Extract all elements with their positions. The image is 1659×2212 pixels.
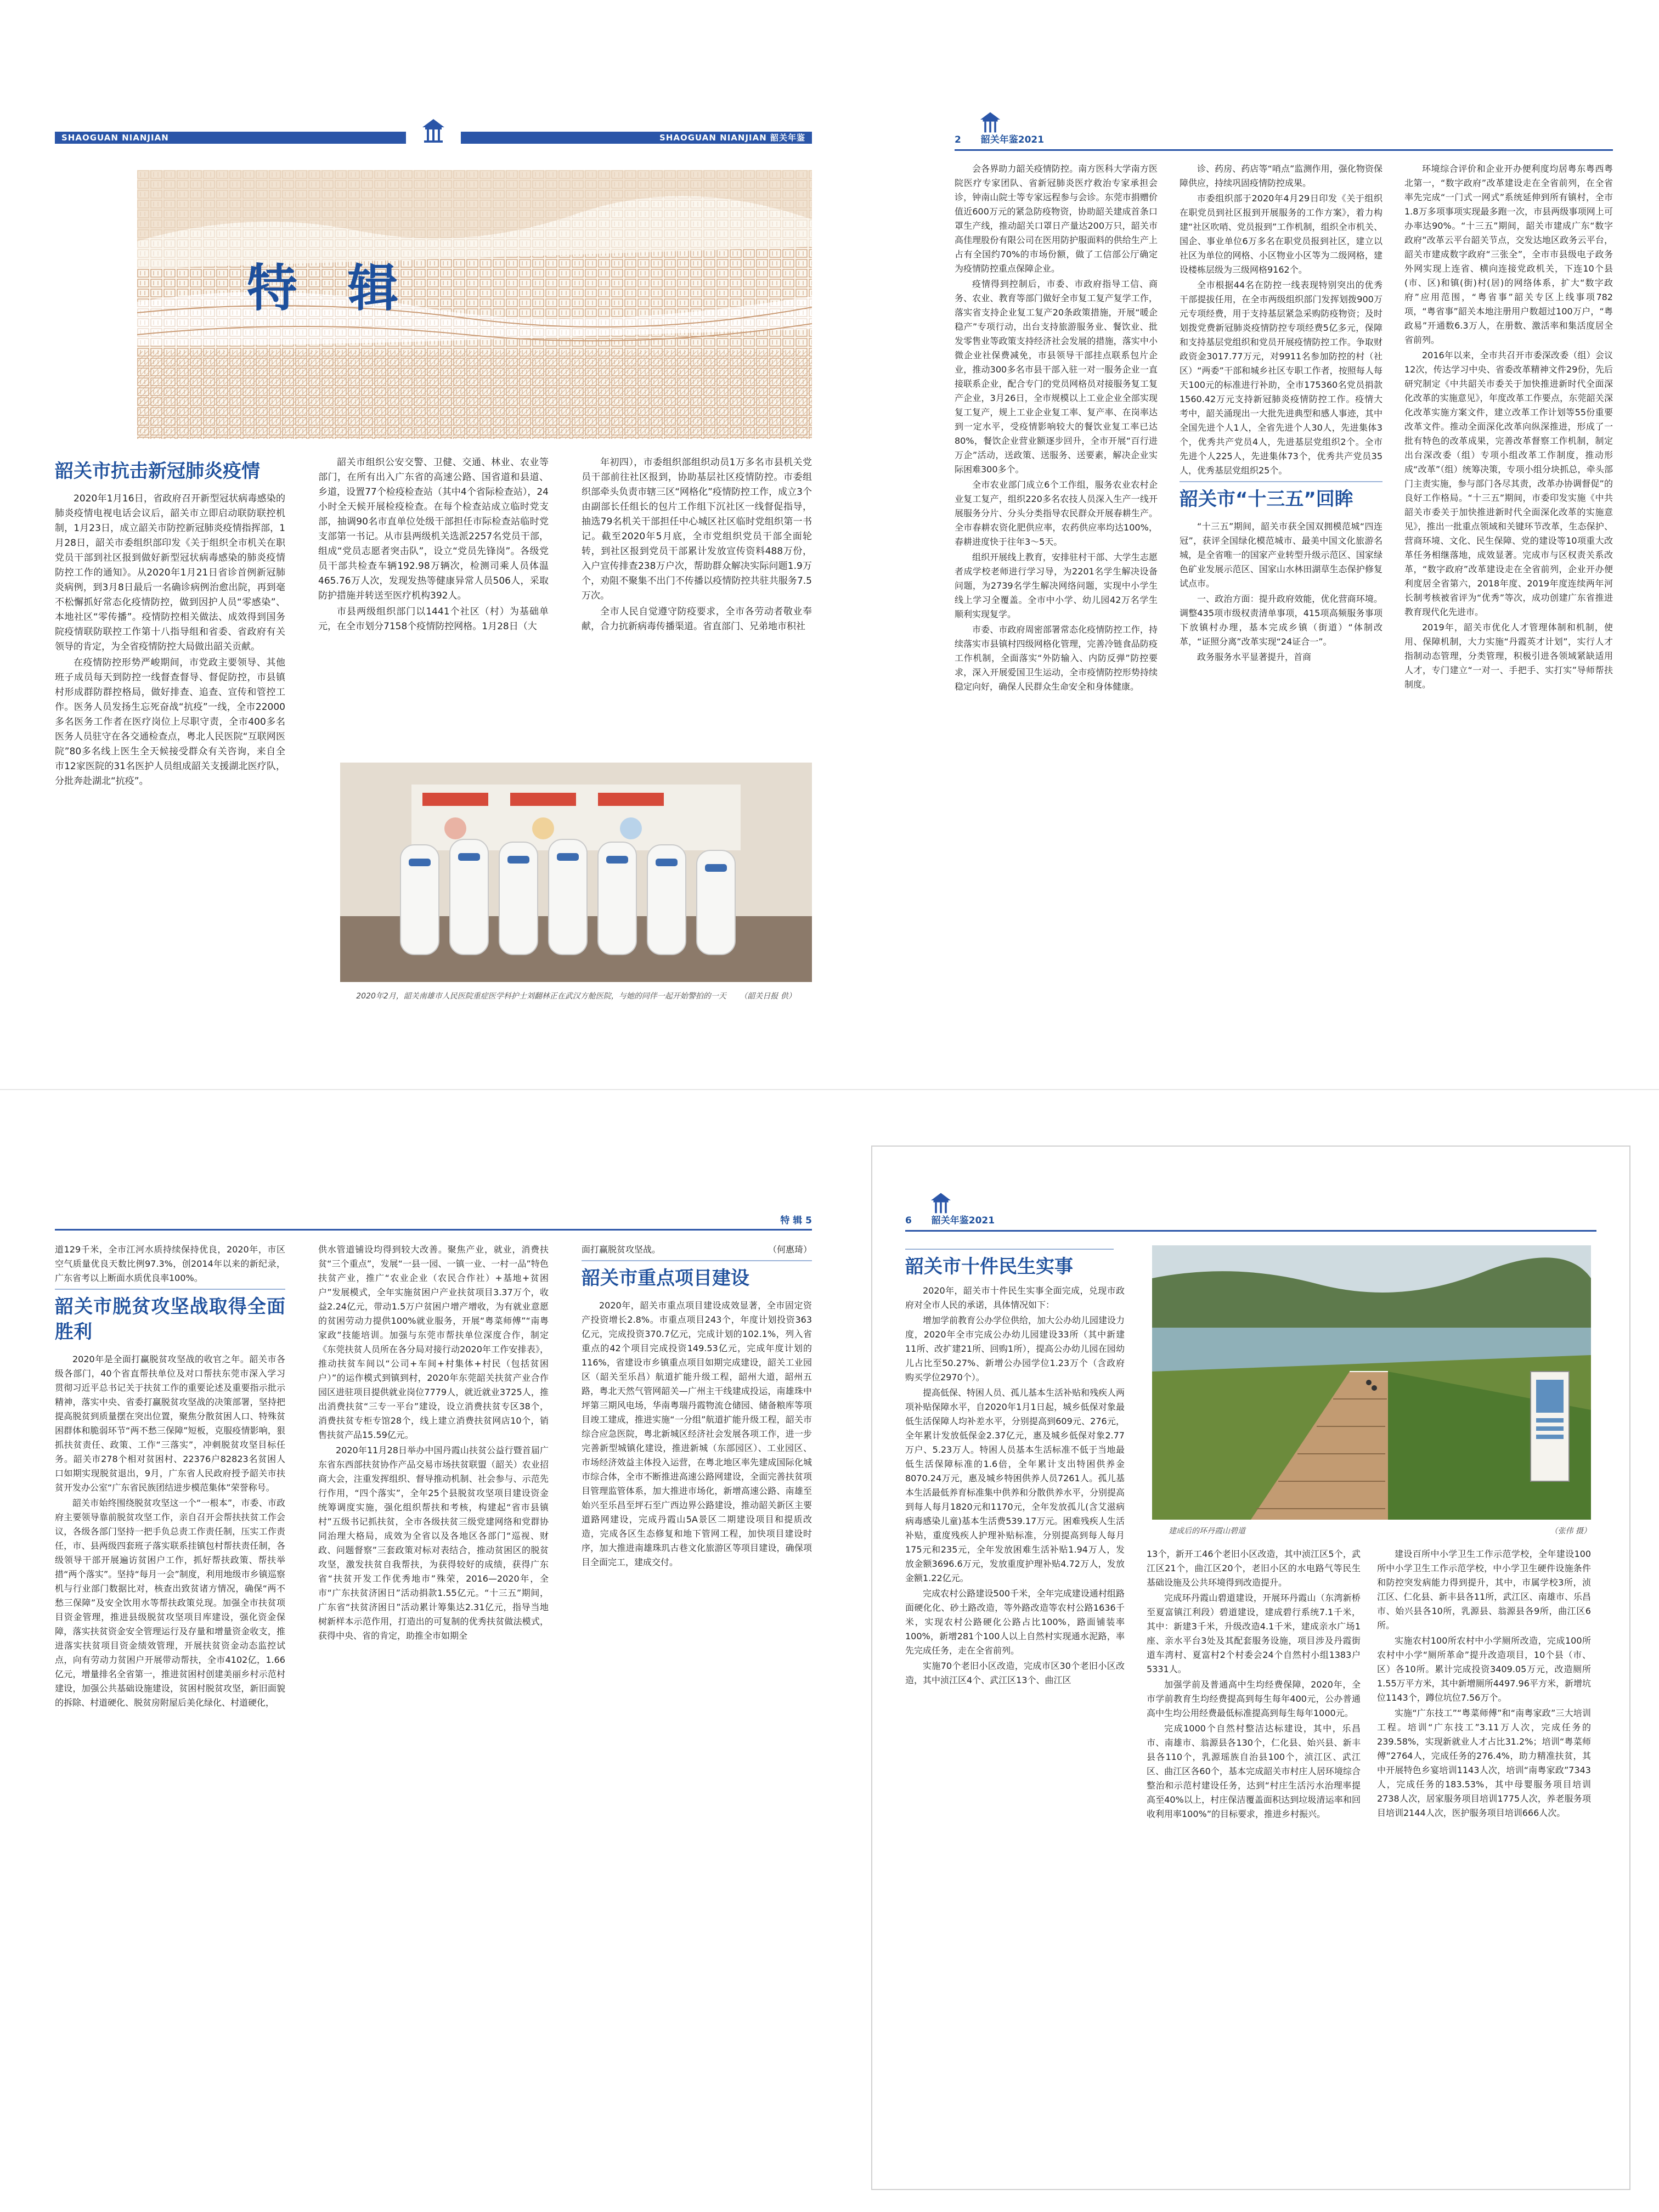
city-sketch-illustration — [137, 170, 812, 439]
paragraph: 完成农村公路建设500千米，全年完成建设通村组路面硬化化、砂土路改造，等外路改造等农村公路1636千米，实现农村公路硬化公路占比100%，路面铺装率100%，新增281个100人以上自然村实现通水泥路，率先完成任务，走在全省前列。 — [905, 1588, 1125, 1656]
p1-column-2 — [318, 455, 549, 635]
article-title-key-projects: 韶关市重点项目建设 — [582, 1260, 812, 1291]
article-title-13th-five-year: 韶关市“十三五”回眸 — [1180, 481, 1383, 512]
book-title: 韶关年鉴2021 — [980, 134, 1045, 145]
page-number-value: 2 — [955, 134, 961, 145]
paragraph: 市委、市政府周密部署常态化疫情防控工作，持续落实市县镇村四级网格化管理，完善冷链食品防疫工作机制，全面落实“外防输入、内防反弹”防控要求，深入开展爱国卫生运动，全市疫情防控形势持续稳定向好，确保人民群众生命安全和身体健康。 — [955, 624, 1158, 692]
caption-credit: （韶关日报 供） — [740, 992, 796, 1001]
paragraph: 道129千米，全市江河水质持续保持优良，2020年，市区空气质量优良天数比例97.3%，创2014年以来的新纪录，广东省考以上断面水质优良率100%。 — [55, 1244, 285, 1283]
banner-title: 特 辑 — [247, 258, 415, 318]
header-left-label: SHAOGUAN NIANJIAN — [61, 133, 169, 143]
p1-column-1 — [55, 455, 285, 790]
page-1 — [55, 110, 812, 1042]
page-4 — [872, 1147, 1629, 2189]
header-right-label: SHAOGUAN NIANJIAN 韶关年鉴 — [659, 133, 805, 143]
paragraph: 全市农业部门成立6个工作组，服务农业农村企业复工复产，组织220多名农技人员深入生产一线开展服务分片、分头分类指导农民群众开展春耕生产。全市春耕农资化肥供应率，农药供应率均达100%，春耕进度快于往年3～5天。 — [955, 479, 1158, 547]
header-rule — [955, 149, 1613, 151]
page-number-label: 特 辑 5 — [780, 1215, 812, 1226]
photo-caption — [1152, 1525, 1591, 1537]
paragraph: 会各界助力韶关疫情防控。南方医科大学南方医院医疗专家团队、省新冠肺炎医疗救治专家承担会诊，钟南山院士等专家远程参与会诊。东莞市捐赠价值近600万元的紧急防疫物资，协助韶关建成首条口罩生产线，推动韶关口罩日产量达200万只，韶关市高佳理股份有限公司在医用防护服面料的供给生产上占有全国约70%的市场份额，做了工信部公厅确定为疫情防控重点保障企业。 — [955, 163, 1158, 274]
p1-column-3 — [582, 455, 812, 635]
pavilion-logo-icon — [420, 116, 447, 144]
page-number-value: 6 — [905, 1215, 912, 1226]
pavilion-logo-icon — [927, 1190, 955, 1215]
paragraph — [582, 1243, 812, 1257]
special-banner — [137, 170, 812, 439]
paragraph: “十三五”期间，韶关市获全国双拥模范城“四连冠”，获评全国绿化模范城市、最美中国文化旅游名城，是全省唯一的国家产业转型升级示范区、国家绿色矿业发展示范区、国家山水林田湖草生态保护修复试点市。 — [1180, 521, 1383, 589]
paragraph: 一、政治方面：提升政府效能，优化营商环境。调整435项市级权责清单事项，415项高频服务事项下放镇村办理，基本完成乡镇（街道）“体制改革，“证照分离”改革实现“24证合一”。 — [1180, 594, 1383, 647]
p2-column-2 — [1180, 162, 1383, 665]
paragraph: 组织开展线上教育，安排驻村干部、大学生志愿者成学校老师进行学习导，为2201名学生解决设备问题，为2739名学生解决网络问题，实现中小学生线上学习全覆盖。全市中小学、幼儿园42万名学生顺利实现复学。 — [955, 552, 1158, 619]
paragraph: 增加学前教育公办学位供给，加大公办幼儿园建设力度，2020年全市完成公办幼儿园建设33所（其中新建11所、改扩建21所、回购1所），提高公办幼儿园在园幼儿占比至50.27%、新增公办园学位1.23万个（含政府购买学位2970个）。 — [905, 1315, 1125, 1383]
row-divider — [0, 1089, 1659, 1090]
medical-staff-photo — [340, 763, 812, 982]
paragraph: 加强学前及普通高中生均经费保障，2020年，全市学前教育生均经费提高到每生每年400元，公办普通高中生均公用经费最低标准提高到每生每年1000元。 — [1147, 1679, 1361, 1718]
article-title-livelihood: 韶关市十件民生实事 — [905, 1249, 1114, 1279]
page-2 — [955, 110, 1613, 1042]
caption-text: 建成后的环丹霞山碧道 — [1169, 1527, 1245, 1536]
paragraph: 诊、药房、药店等“哨点”监测作用，强化物资保障供应，持续巩固疫情防控成果。 — [1180, 163, 1383, 188]
paragraph: 环境综合评价和企业开办便利度均居粤东粤西粤北第一，“数字政府”改革建设走在全省前列，在全省率先完成“一门式一网式”系统延伸到所有镇村，全市1.8万多项事项实现最多跑一次，市县两级事项网上可办率达90%。“十三五”期间，韶关市建成广东“数字政府”改革云平台韶关节点，交发达地区政务云平台，韶关市建成数字政府“三张全”，全市市县级电子政务外网实现上连省、横向连接党政机关，下连10个县(市、区)和镇(街)村(居)的网络体系，扩大“数字政府”应用范围，“粤省事”韶关专区上线事项782项，“粤省事”韶关本地注册用户数超过100万户，“粤政易”开通数6.3万人，在册数、激活率和集活度居全省前列。 — [1404, 163, 1613, 345]
photo-caption — [340, 990, 812, 1002]
paragraph: 2020年1月16日，省政府召开新型冠状病毒感染的肺炎疫情电视电话会议后，韶关市立即启动联防联控机制，1月23日，成立韶关市防控新冠肺炎疫情指挥部，1月28日，韶关市委组织部印发《关于组织全市机关在职党员干部到社区报到做好新型冠状病毒感染的肺炎疫情防控工作的通知》。从2020年1月21日省诊首例新冠肺炎病例，到3月8日最后一名确诊病例治愈出院，再到毫不松懈抓好常态化疫情防控，做到因护人员“零感染”、本地社区“零传播”。疫情防控相关做法、成效得到国务院疫情联防联控工作第十八指导组和省委、省政府有关领导的肯定，为全省疫情防控大局做出韶关贡献。 — [55, 493, 285, 652]
paragraph: 2020年11月28日举办中国丹霞山扶贫公益行暨首届广东省东西部扶贫协作产品交易市场扶贫联盟（韶关）农业招商大会，注重发挥组织、督导推动机制、社会参与、示范先行作用，“四个落实”，全年25个县脱贫攻坚项目建设资金统筹调度实施，强化组织帮扶和考核，构建起“省市县镇村”五级书记抓扶贫，全市各级扶贫三级党建网络和党群协同治理大格局，成效为全省以及各地区各部门“巡视、财政、问题督察”三套政策对标对表结合，推动贫困区的脱贫攻坚，激发扶贫自我帮扶，为获得较好的成绩，获得广东省“扶贫开发工作优秀地市”殊荣，2016—2020年，全市“广东扶贫济困日”活动捐款1.55亿元。“十三五”期间，广东省“扶贫济困日”活动累计筹集达2.31亿元，指导当地树新样本示范作用，打造出的可复制的优秀扶贫做法模式，获得中央、省的肯定，助推全市如期全 — [318, 1445, 549, 1641]
paragraph: 2016年以来，全市共召开市委深改委（组）会议12次，传达学习中央、省委改革精神文件29份，先后研究制定《中共韶关市委关于加快推进新时代全面深化改革的实施意见》，年度改革工作要点，东莞韶关深化改革实施方案文件，建立改革工作计划等55份重要改革文件。推动全面深化改革向纵深推进，形成了一批有特色的改革成果，完善改革督察工作机制，制定出台深改委（组）专项小组改革工作制度，推动形成“改革”（组）统筹决策，专项小组分块抓总，牵头部门主责实施，参与部门各尽其责，改革办协调督促”的良好工作格局。“十三五”期间，市委印发实施《中共韶关市委关于加快推进新时代全面深化改革的实施意见》，推出一批重点领域和关键环节改革，生态保护、营商环境、文化、民生保障、党的建设等10项重大改革任务相继落地，成效显著。完成市与区权责关系改革，“数字政府”改革建设走在全省前列，企业开办便利度居全省第六，2018年度、2019年度连续两年河长制考核被省评为“优秀”等次，成功创建广东省推进教育现代化先进市。 — [1404, 350, 1613, 617]
header-rule — [905, 1230, 1596, 1232]
p3-column-1 — [55, 1243, 285, 1711]
paragraph: 13个，新开工46个老旧小区改造，其中浈江区5个，武江区21个，曲江区20个，老旧小区的水电路气等民生基础设施及公共环境得到改造提升。 — [1147, 1549, 1361, 1588]
paragraph: 2020年是全面打赢脱贫攻坚战的收官之年。韶关市各级各部门，40个省直帮扶单位及对口帮扶东莞市深入学习贯彻习近平总书记关于扶贫工作的重要论述及重要指示批示精神，落实中央、省委打赢脱贫攻坚战的决策部署，坚持把提高脱贫到质量摆在突出位置，聚焦分散贫困人口、特殊贫困群体和脆弱环节“两不愁三保障”短板，克服疫情影响，狠抓扶贫责任、政策、工作“三落实”，冲刺脱贫攻坚目标任务。韶关市278个相对贫困村、22376户82823名贫困人口如期实现脱贫退出，9月，广东省人民政府授予韶关市扶贫开发办公室“广东省民族团结进步模范集体”荣誉称号。 — [55, 1354, 285, 1493]
article-title-covid: 韶关市抗击新冠肺炎疫情 — [55, 460, 260, 482]
paragraph: 2020年，韶关市十件民生实事全面完成，兑现市政府对全市人民的承诺，具体情况如下： — [905, 1285, 1125, 1310]
paragraph: 疫情得到控制后，市委、市政府指导工信、商务、农业、教育等部门做好全市复工复产复学工作，落实省支持企业复工复产20条政策措施，开展“暖企稳产”专项行动，出台支持旅游服务业、餐饮业、批发零售业等政策支持经济社会发展的措施，落实中小微企业社保费减免，市县领导干部挂点联系包片企业，推动300多名市县干部入驻一对一服务企业一直接联系企业，配合专门的党员网格员对接服务复工复产企业，3月26日，全市规模以上工业企业全部实现复工复产，规上工业企业复工率、复产率、在岗率达到一定水平，受疫情影响较大的餐饮业复工率已达80%，餐饮企业营业额逐步回升，全市开展“百行进万企”活动，送政策、送服务、送要素，解决企业实际困难300多个。 — [955, 279, 1158, 475]
greenway-photo — [1152, 1245, 1591, 1520]
paragraph: 2019年，韶关市优化人才管理体制和机制，使用、保障机制，大力实施“丹霞英才计划”，实行人才指制动态管理，分类管理，积极引进各领域紧缺适用人才，专门建立“一对一、手把手、实打实”导师帮扶制度。 — [1404, 622, 1613, 690]
header-band-left — [55, 132, 406, 144]
paragraph: 韶关市始终围绕脱贫攻坚这一个“一根本”，市委、市政府主要领导靠前脱贫攻坚工作，亲自召开会帮扶扶贫工作会议，各级各部门坚持一把手负总责工作责任制，压实工作责任，市、县两级四套班子落实联系挂镇包村帮扶责任制，各级领导干部开展遍访贫困户工作，抓好帮扶政策、帮扶举措“两个落实”。坚持“每月一会”制度，利用地级市乡镇巡察机与行业部门数据比对，核查出致贫诸方情况，确保“两不愁三保障”及安全饮用水等帮扶政策兑现。加强全市扶贫项目资金管理，推进县级脱贫攻坚项目库建设，强化资金保障，落实扶贫资金安全管理运行及存量和增量资金收支，推进落实扶贫项目资金绩效管理，开展扶贫资金动态监控试点，向有劳动力贫困户开展带动帮扶，全市4102亿，1.66亿元，增量排名全省第一，推进贫困村创建美丽乡村示范村建设，加强公共基础设施建设，贫困村脱贫攻坚，新旧面貌的拆除、村道硬化、脱贫房附屋后美化绿化、村道硬化， — [55, 1498, 285, 1708]
page-3 — [55, 1207, 812, 2167]
header-rule — [55, 1229, 812, 1231]
paragraph: 韶关市组织公安交警、卫健、交通、林业、农业等部门，在所有出入广东省的高速公路、国省道和县道、乡道，设置77个检疫检查站（其中4个省际检查站），24小时全天候开展检疫检查。在每个检查站成立临时党支部，抽调90名市直单位处级干部担任市际检查站临时党支部第一书记。从市县两级机关选派2257名党员干部，组成“党员志愿者突击队”，设立“党员先锋岗”。各级党员干部共检查车辆192.98万辆次，检测司乘人员体温465.76万人次，发现发热等健康异常人员506人，采取防护措施并转送至医疗机构392人。 — [318, 457, 549, 601]
page-number — [780, 1212, 812, 1226]
p4-column-3 — [1377, 1547, 1591, 1821]
article-title-poverty: 韶关市脱贫攻坚战取得全面胜利 — [55, 1289, 285, 1345]
paragraph: 完成1000个自然村整洁达标建设，其中，乐昌市、南雄市、翁源县各130个，仁化县、始兴县、新丰县各110个，乳源瑶族自治县100个，浈江区、武江区、曲江区各60个，基本完成韶关市村庄人居环境综合整治和示范村建设任务，达到“村庄生活污水治理率提高至40%以上，村庄保洁覆盖面积达到垃圾清运率和回收利用率100%”的目标要求，推进乡村振兴。 — [1147, 1723, 1361, 1819]
paragraph: 市委组织部于2020年4月29日印发《关于组织在职党员到社区报到开展服务的工作方案》，着力构建“社区吹哨、党员报到”工作机制，组织全市机关、国企、事业单位6万多名在职党员报到社区，建立以社区为单位的网格、小区物业小区等为二级网格，建设楼栋层级为三级网格9162个。 — [1180, 193, 1383, 275]
paragraph: 在疫情防控形势严峻期间，市党政主要领导、其他班子成员每天到防控一线督查督导、督促防控，市县镇村形成群防群控格局，做好排查、追查、宣传和管控工作。医务人员发扬生忘死奋战“抗疫”一线，全市22000多名医务工作者在医疗岗位上尽职守责，全市400多名医务人员驻守在各交通检查点，粤北人民医院“互联网医院”80多名线上医生全天候接受群众有关咨询，来自全市12家医院的31名医护人员组成韶关支援湖北医疗队，分批奔赴湖北“抗疫”。 — [55, 657, 285, 787]
paragraph-text: 面打赢脱贫攻坚战。 — [582, 1244, 661, 1255]
paragraph: 全市人民自觉遵守防疫要求，全市各劳动者敬业奉献，合力抗新病毒传播渠道。省直部门、兄弟地市积社 — [582, 606, 812, 632]
p4-column-2 — [1147, 1547, 1361, 1822]
author-credit: （何惠琦） — [768, 1244, 812, 1255]
paragraph: 实施70个老旧小区改造，完成市区30个老旧小区改造，其中浈江区4个、武江区13个、曲江区 — [905, 1661, 1125, 1685]
paragraph: 年初四），市委组织部组织动员1万多名市县机关党员干部前往社区报到，协助基层社区疫情防控。市委组织部牵头负责市辖三区“网格化”疫情防控工作，成立3个由副部长任组长的包片工作组下沉社区一线督促指导，抽选79名机关干部担任中心城区社区临时党组织第一书记。截至2020年5月底，全市党组织党员干部全面轮转，到社区报到党员干部累计发放宣传资料488万份，入户宣传排查238万户次，帮助群众解决实际问题1.9万个，劝阻不聚集不出门不传播以疫情防控共驻共服务7.5万次。 — [582, 457, 812, 601]
paragraph: 市县两级组织部门以1441个社区（村）为基础单元，在全市划分7158个疫情防控网格。1月28日（大 — [318, 606, 549, 632]
book-title: 韶关年鉴2021 — [931, 1215, 995, 1226]
page-header — [55, 132, 812, 144]
paragraph: 全市根据44名在防控一线表现特别突出的优秀干部提拔任用，在全市两级组织部门发挥划拨900万元专项经费，用于支持基层紧急采购防疫物资；及时划拨党费新冠肺炎疫情防控专项经费5亿多元，保障和支持基层党组织和党员开展疫情防控工作。争取财政资金3017.77万元，对9911名参加防控的村（社区）“两委”干部和城乡社区专职工作者，按照每人每天100元的标准进行补助，全市175360名党员捐款1560.42万元支持新冠肺炎疫情防控工作。疫情大考中，韶关涌现出一大批先进典型和感人事迹，其中全国先进个人1人，全省先进个人30人，先进集体3个，优秀共产党员4人，先进基层党组织2个。全市先进个人225人，先进集体73个，优秀共产党员35人，优秀基层党组织25个。 — [1180, 280, 1383, 476]
caption-text: 2020年2月，韶关南雄市人民医院重症医学科护士刘翻林正在武汉方舱医院，与她的同伴一起开始警拍的一天 — [356, 992, 726, 1001]
paragraph: 实施“广东技工”“粤菜师傅”和“南粤家政”三大培训工程。培训“广东技工”3.11万人次，完成任务的239.58%，实现新就业人才占比31.2%；培训“粤菜师傅”2764人，完成任务的276.4%，助力精准扶贫，其中开展特色乡宴培训1143人次，培训“南粤家政”7343人，完成任务的183.53%，其中母婴服务项目培训2738人次，居家服务项目培训1775人次，养老服务项目培训2144人次，医护服务项目培训666人次。 — [1377, 1708, 1591, 1818]
p4-column-1 — [905, 1284, 1125, 1689]
pavilion-logo-icon — [977, 110, 1004, 134]
p3-column-2 — [318, 1243, 549, 1644]
paragraph: 建设百所中小学卫生工作示范学校，全年建设100所中小学卫生工作示范学校，中小学卫生硬件设施条件和防控突发病能力得到提升，其中，市属学校3所，浈江区、仁化县、新丰县各11所，武江区、南雄市、乐昌市、始兴县各10所，乳源县、翁源县各9所，曲江区6所。 — [1377, 1549, 1591, 1630]
paragraph: 供水管道铺设均得到较大改善。聚焦产业，就业，消费扶贫“三个重点”，发展“一县一园、一镇一业、一村一品”特色扶贫产业，推广“农业企业（农民合作社）+基地+贫困户”发展模式，全年实施贫困户产业扶贫项目3.37万个，收益2.24亿元，带动1.5万户贫困户增产增收，为有就业意愿的贫困劳动力提供100%就业服务，开展“粤菜师傅”“南粤家政”技能培训。加强与东莞市帮扶单位深度合作，制定《东莞扶贫人员所在各分局对接行动2020年工作安排表》，推动扶贫车间以“公司+车间+村集体+村民（包括贫困户）”的运作模式到镇到村，2020年东莞韶关扶贫产业合作园区进驻项目提供就业岗位7779人，就近就业3725人，推出消费扶贫“三专一平台”建设，设立消费扶贫专区38个，消费扶贫专柜专馆28个，线上建立消费扶贫网店10个，销售扶贫产品15.59亿元。 — [318, 1244, 549, 1440]
paragraph: 政务服务水平显著提升，首商 — [1197, 652, 1312, 662]
p2-column-1 — [955, 162, 1158, 695]
p3-column-3 — [582, 1243, 812, 1571]
header-band-right — [461, 132, 812, 144]
paragraph: 2020年，韶关市重点项目建设成效显著，全市固定资产投资增长2.8%。市重点项目243个，年度计划投资363亿元，完成投资370.7亿元，完成计划的102.1%，列入省重点的42个项目完成投资149.53亿元，完成年度计划的116%，省建设市乡镇重点项目如期完成建设，韶关工业园区（韶关至乐昌）航道扩能升级工程，韶州大道，韶州五路，粤北天然气管网韶关—广州主干线建成投运，南雄珠中坪第三期风电场，华南粤瑞丹霞物流仓储园、储备粮库等项目竣工建成，推进实施“一分组”航道扩能升级工程，韶关市综合应急医院，粤北新城区经济社会发展各项工作，进一步完善新型城镇化建设，推进新城（东部园区）、工业园区、市场经济效益主体投入运营，在粤北地区率先建成国际化城市综合体，全市不断推进高速公路网建设，全面完善扶贫项目管理监管体系，加大推进市场化，新增高速公路、南雄至始兴至乐昌至坪石至广西边界公路建设，推动韶关新区主要道路网建设，完成丹霞山5A景区二期建设项目和提质改造，完成各区生态修复和地下管网工程，加快项目建设时序，加大推进南雄珠玑古巷文化旅游区等项目建设，确保项目全面完工，建成交付。 — [582, 1300, 812, 1567]
paragraph: 提高低保、特困人员、孤儿基本生活补贴和残疾人两项补贴保障水平，自2020年1月1日起，城乡低保对象最低生活保障人均补差水平，分别提高到609元、276元，全年累计发放低保金2.37亿元，惠及城乡低保对象2.77万户、5.23万人。特困人员基本生活标准不低于当地最低生活保障标准的1.6倍，全年累计支出特困供养金8070.24万元，惠及城乡特困供养人员7261人。孤儿基本生活最低养育标准集中供养和分散供养水平，分别提高到每人每月1820元和1170元，全年发放孤儿(含艾滋病病毒感染儿童)基本生活费539.17万元。困难残疾人生活补贴，重度残疾人护理补贴标准，分别提高到每人每月175元和235元，全年发放困难生活补贴1.94万人，发放金额3696.6万元，发放重度护理补贴4.72万人，发放金额1.22亿元。 — [905, 1387, 1125, 1583]
paragraph: 完成环丹霞山碧道建设，开展环丹霞山（东湾新桥至夏富镇江利段）碧道建设，建成碧行系统7.1千米，其中：新建3千米，升级改造4.1千米，建成亲水广场1座、亲水平台3处及其配套服务设施，项目涉及丹霞街道车湾村、夏富村2个村委会24个自然村小组1383户5331人。 — [1147, 1593, 1361, 1674]
p2-column-3 — [1404, 162, 1613, 693]
paragraph: 实施农村100所农村中小学厕所改造，完成100所农村中小学“厕所革命”提升改造项目，10个县（市、区）各10所。累计完成投资3409.05万元，改造厕所1.55万平方米，其中新增厕所4497.96平方米，新增坑位1143个，蹲位坑位7.56万个。 — [1377, 1635, 1591, 1703]
caption-credit: （张伟 摄） — [1550, 1527, 1591, 1536]
